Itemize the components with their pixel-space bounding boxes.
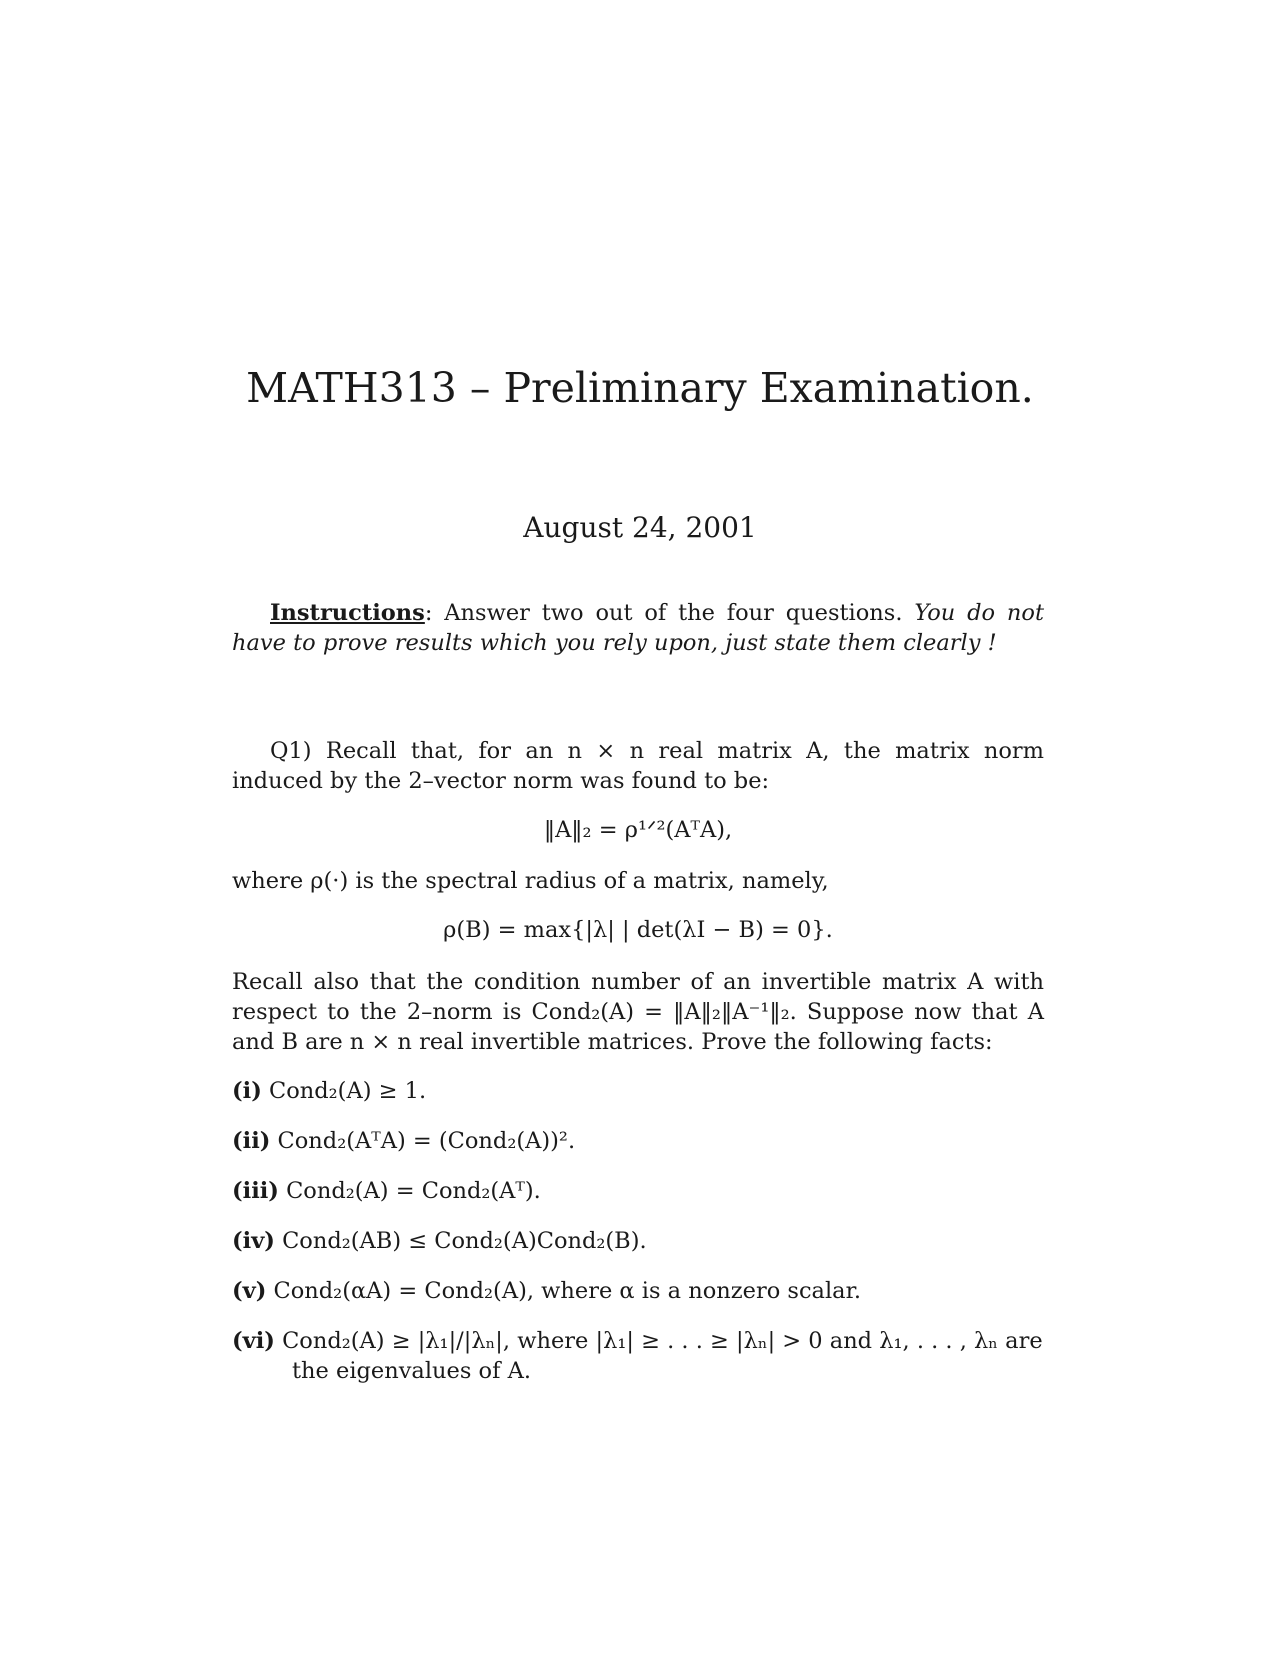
fact-text: Cond₂(αA) = Cond₂(A), where α is a nonzero scalar. [273, 1278, 862, 1304]
fact-label: (vi) [232, 1328, 275, 1354]
instructions-paragraph: Instructions: Answer two out of the four questions. You do not have to prove results which you rely upon, just state them clearly ! [232, 600, 1045, 656]
fact-text: Cond₂(A) ≥ 1. [269, 1078, 427, 1104]
fact-item [232, 1276, 1044, 1306]
instructions-text: Answer two out of the four questions. [444, 600, 903, 626]
page-title: MATH313 – Preliminary Examination. [246, 364, 1034, 412]
q1-intro: Q1) Recall that, for an n × n real matrix A, the matrix norm induced by the 2–vector norm was found to be: [232, 738, 1044, 794]
fact-text: Cond₂(AB) ≤ Cond₂(A)Cond₂(B). [282, 1228, 647, 1254]
fact-label: (iii) [232, 1178, 279, 1204]
fact-item [232, 1326, 1044, 1386]
fact-item [232, 1176, 1044, 1206]
fact-text: Cond₂(AᵀA) = (Cond₂(A))². [277, 1128, 576, 1154]
fact-continuation: the eigenvalues of A. [292, 1358, 531, 1384]
fact-text: Cond₂(A) ≥ |λ₁|/|λₙ|, where |λ₁| ≥ . . . ≥ |λₙ| > 0 and λ₁, . . . , λₙ are [282, 1328, 1043, 1354]
fact-item [232, 1076, 1044, 1106]
equation-norm: ‖A‖₂ = ρ¹ᐟ²(AᵀA), [543, 817, 733, 843]
fact-label: (ii) [232, 1128, 271, 1154]
instructions-italic: You do not have to prove results which you rely upon, just state them clearly ! [232, 600, 1045, 656]
fact-item [232, 1226, 1044, 1256]
fact-label: (i) [232, 1078, 262, 1104]
fact-text: Cond₂(A) = Cond₂(Aᵀ). [286, 1178, 541, 1204]
fact-label: (v) [232, 1278, 267, 1304]
condition-number-paragraph: Recall also that the condition number of an invertible matrix A with respect to the 2–norm is Cond₂(A) = ‖A‖₂‖A⁻¹‖₂. Suppose now that A and B are n × n real invertible matrices. Prove the following facts: [232, 969, 1044, 1055]
equation-spectral-radius: ρ(B) = max{|λ| | det(λI − B) = 0}. [443, 917, 833, 943]
instructions-label: Instructions [270, 600, 425, 626]
exam-date: August 24, 2001 [523, 511, 757, 544]
fact-label: (iv) [232, 1228, 275, 1254]
fact-item [232, 1126, 1044, 1156]
spectral-radius-text: where ρ(·) is the spectral radius of a matrix, namely, [232, 868, 829, 894]
